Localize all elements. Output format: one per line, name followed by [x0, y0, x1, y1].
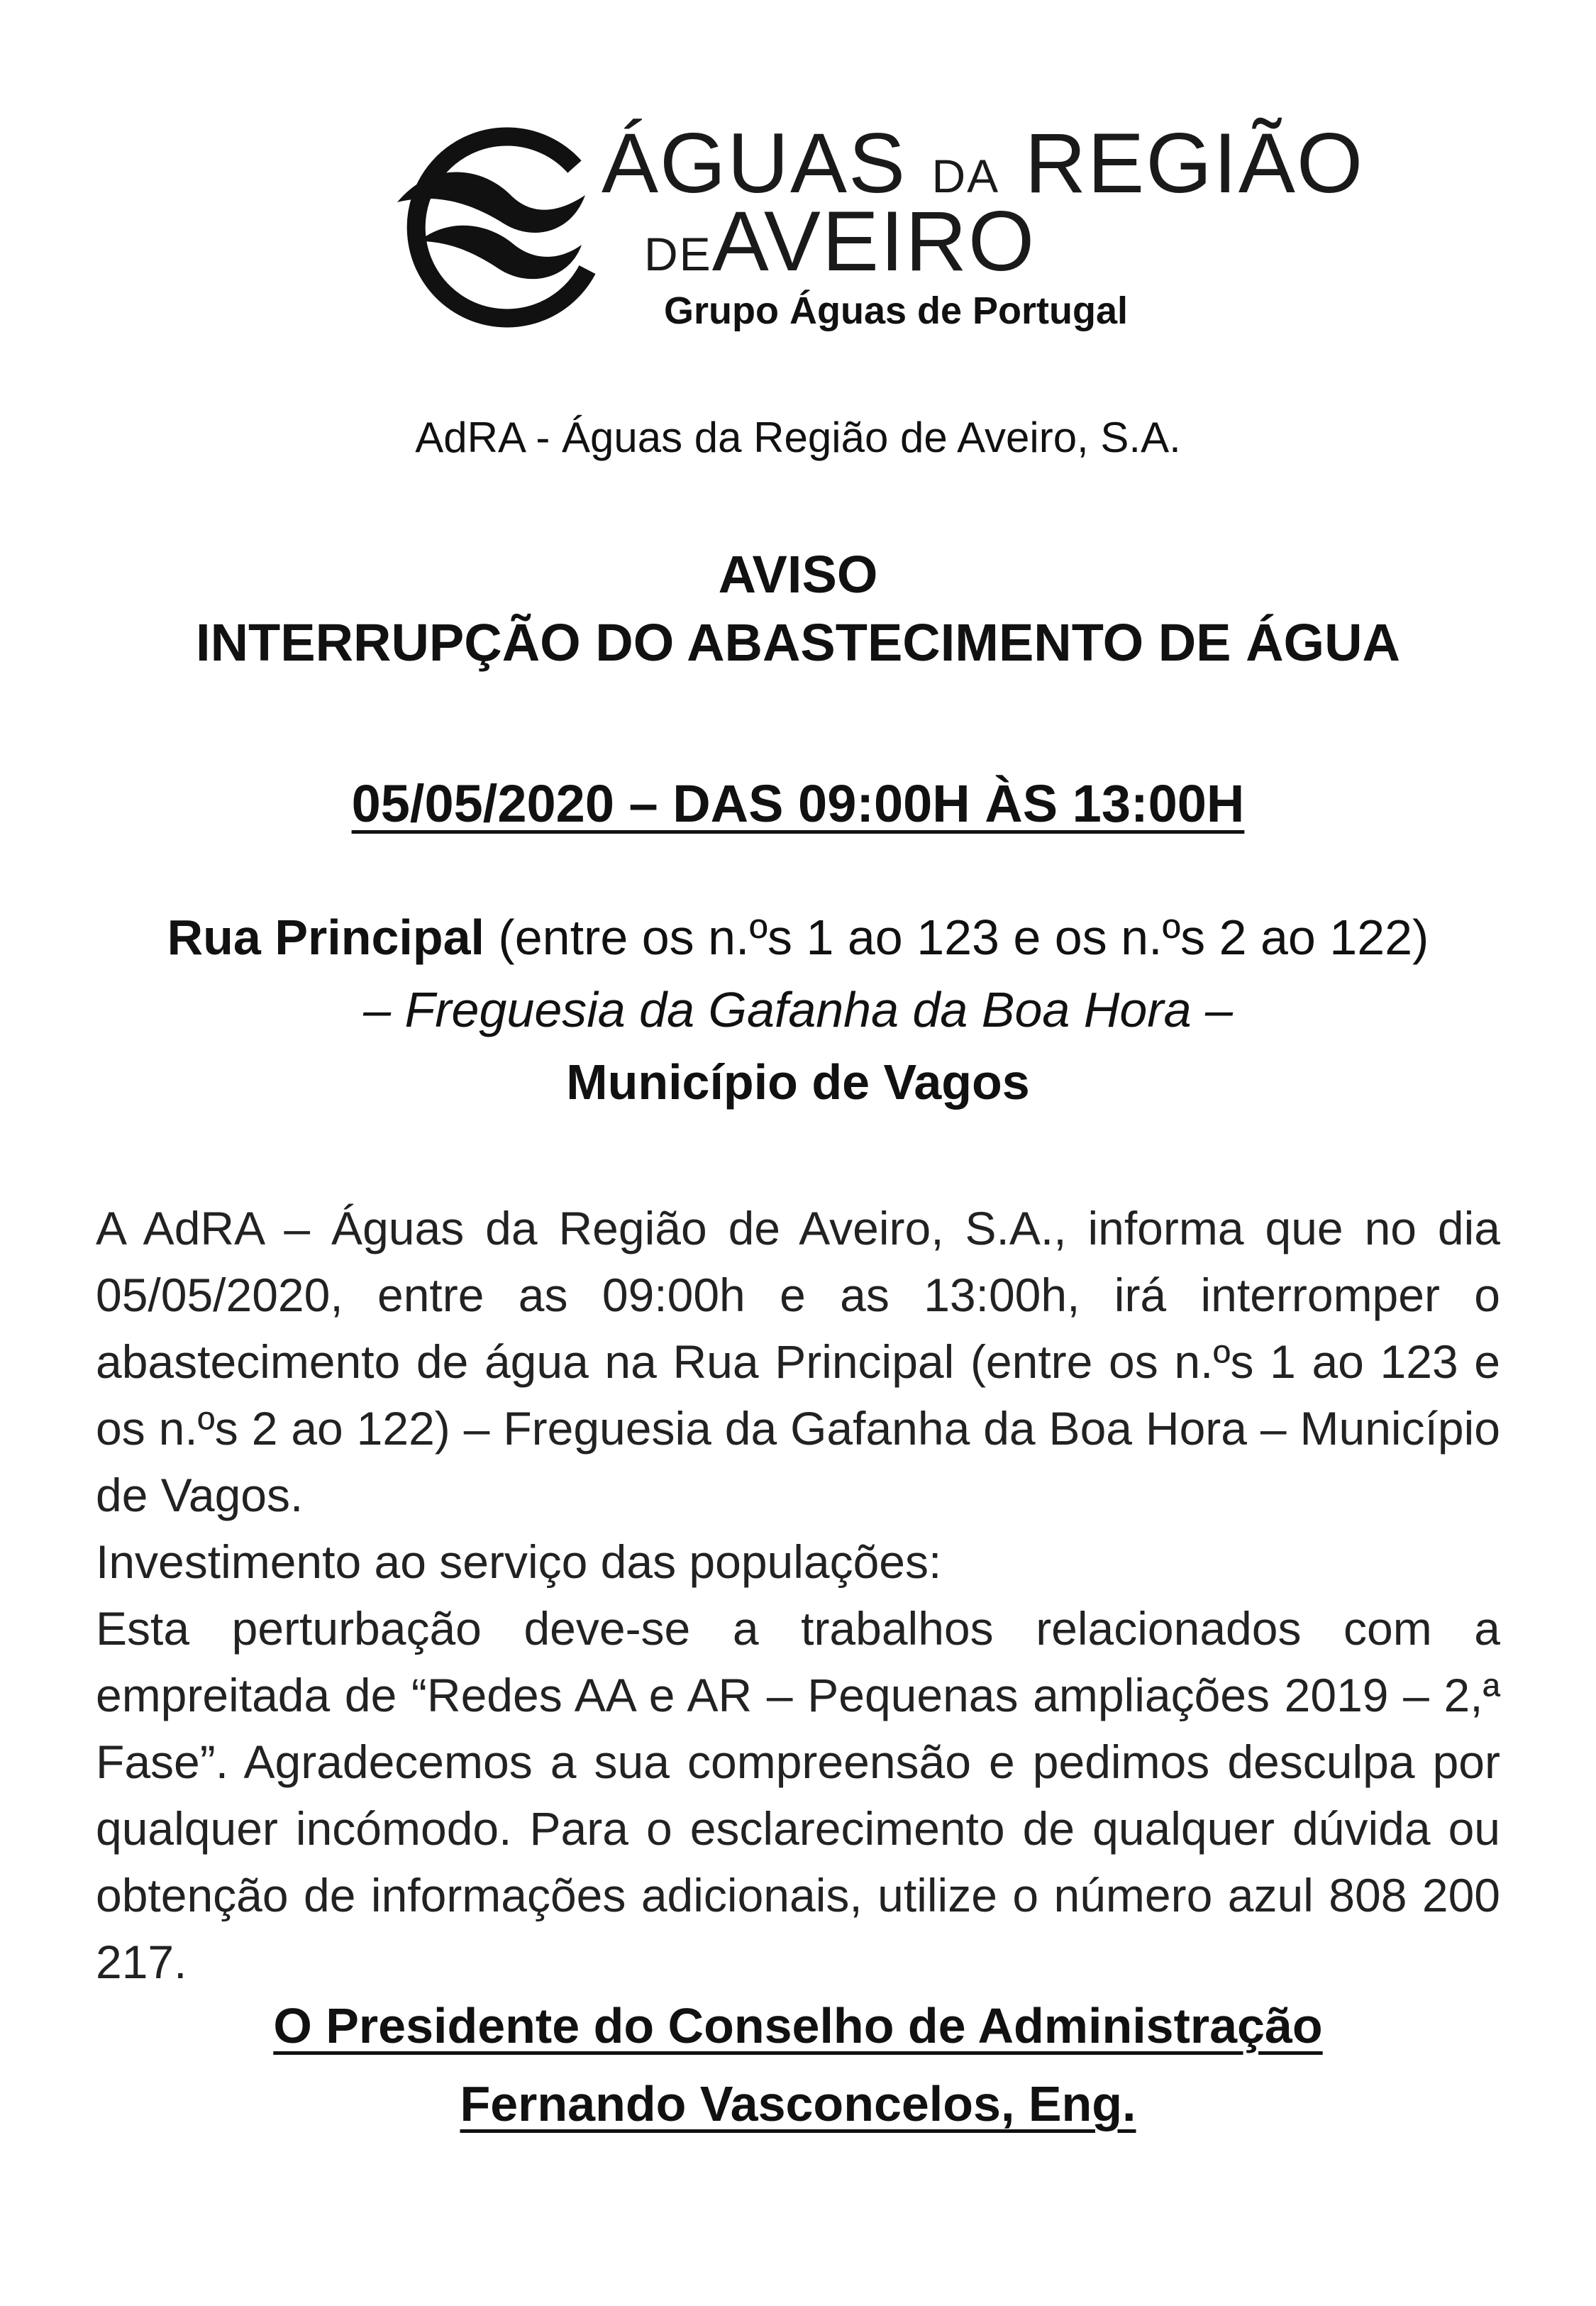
location-street-line	[0, 901, 1596, 973]
logo-text-de: DE	[644, 228, 712, 280]
logo-text-aguas: ÁGUAS	[602, 116, 907, 211]
signature-name: Fernando Vasconcelos, Eng.	[460, 2076, 1136, 2131]
signature-block	[0, 1987, 1596, 2143]
logo-text-aveiro: AVEIRO	[711, 194, 1036, 289]
signature-role: O Presidente do Conselho de Administração	[273, 1998, 1323, 2053]
company-name: AdRA - Águas da Região de Aveiro, S.A.	[415, 414, 1181, 461]
location-parish: – Freguesia da Gafanha da Boa Hora –	[363, 982, 1233, 1037]
location-block	[0, 901, 1596, 1118]
notice-datetime	[0, 773, 1596, 834]
logo-group-name: Grupo Águas de Portugal	[664, 289, 1129, 332]
company-logo	[383, 116, 1365, 344]
logo-text-regiao: REGIÃO	[1024, 116, 1365, 211]
location-municipality: Município de Vagos	[566, 1054, 1030, 1110]
notice-body	[96, 1195, 1500, 1995]
notice-datetime-text: 05/05/2020 – DAS 09:00H ÀS 13:00H	[351, 774, 1245, 833]
water-wave-logo-icon	[383, 117, 610, 344]
notice-subtitle: INTERRUPÇÃO DO ABASTECIMENTO DE ÁGUA	[196, 613, 1400, 672]
logo-text-da: DA	[931, 150, 1000, 202]
body-paragraph-2: Esta perturbação deve-se a trabalhos relacionados com a empreitada de “Redes AA e AR – Pequenas ampliações 2019 – 2,ª Fase”. Agradecemos a sua compreensão e pedimos desculpa por qualquer incómodo. Para o esclarecimento de qualquer dúvida ou obtenção de informações adicionais, utilize o número azul 808 200 217.	[96, 1602, 1500, 1988]
location-street-detail: (entre os n.ºs 1 ao 123 e os n.ºs 2 ao 122)	[484, 910, 1429, 965]
notice-header	[0, 541, 1596, 677]
body-heading: Investimento ao serviço das populações:	[96, 1535, 942, 1588]
notice-title: AVISO	[718, 545, 878, 604]
body-paragraph-1: A AdRA – Águas da Região de Aveiro, S.A., informa que no dia 05/05/2020, entre as 09:00h e as 13:00h, irá interromper o abastecimento de água na Rua Principal (entre os n.ºs 1 ao 123 e os n.ºs 2 ao 122) – Freguesia da Gafanha da Boa Hora – Município de Vagos.	[96, 1202, 1500, 1521]
location-street: Rua Principal	[167, 910, 484, 965]
